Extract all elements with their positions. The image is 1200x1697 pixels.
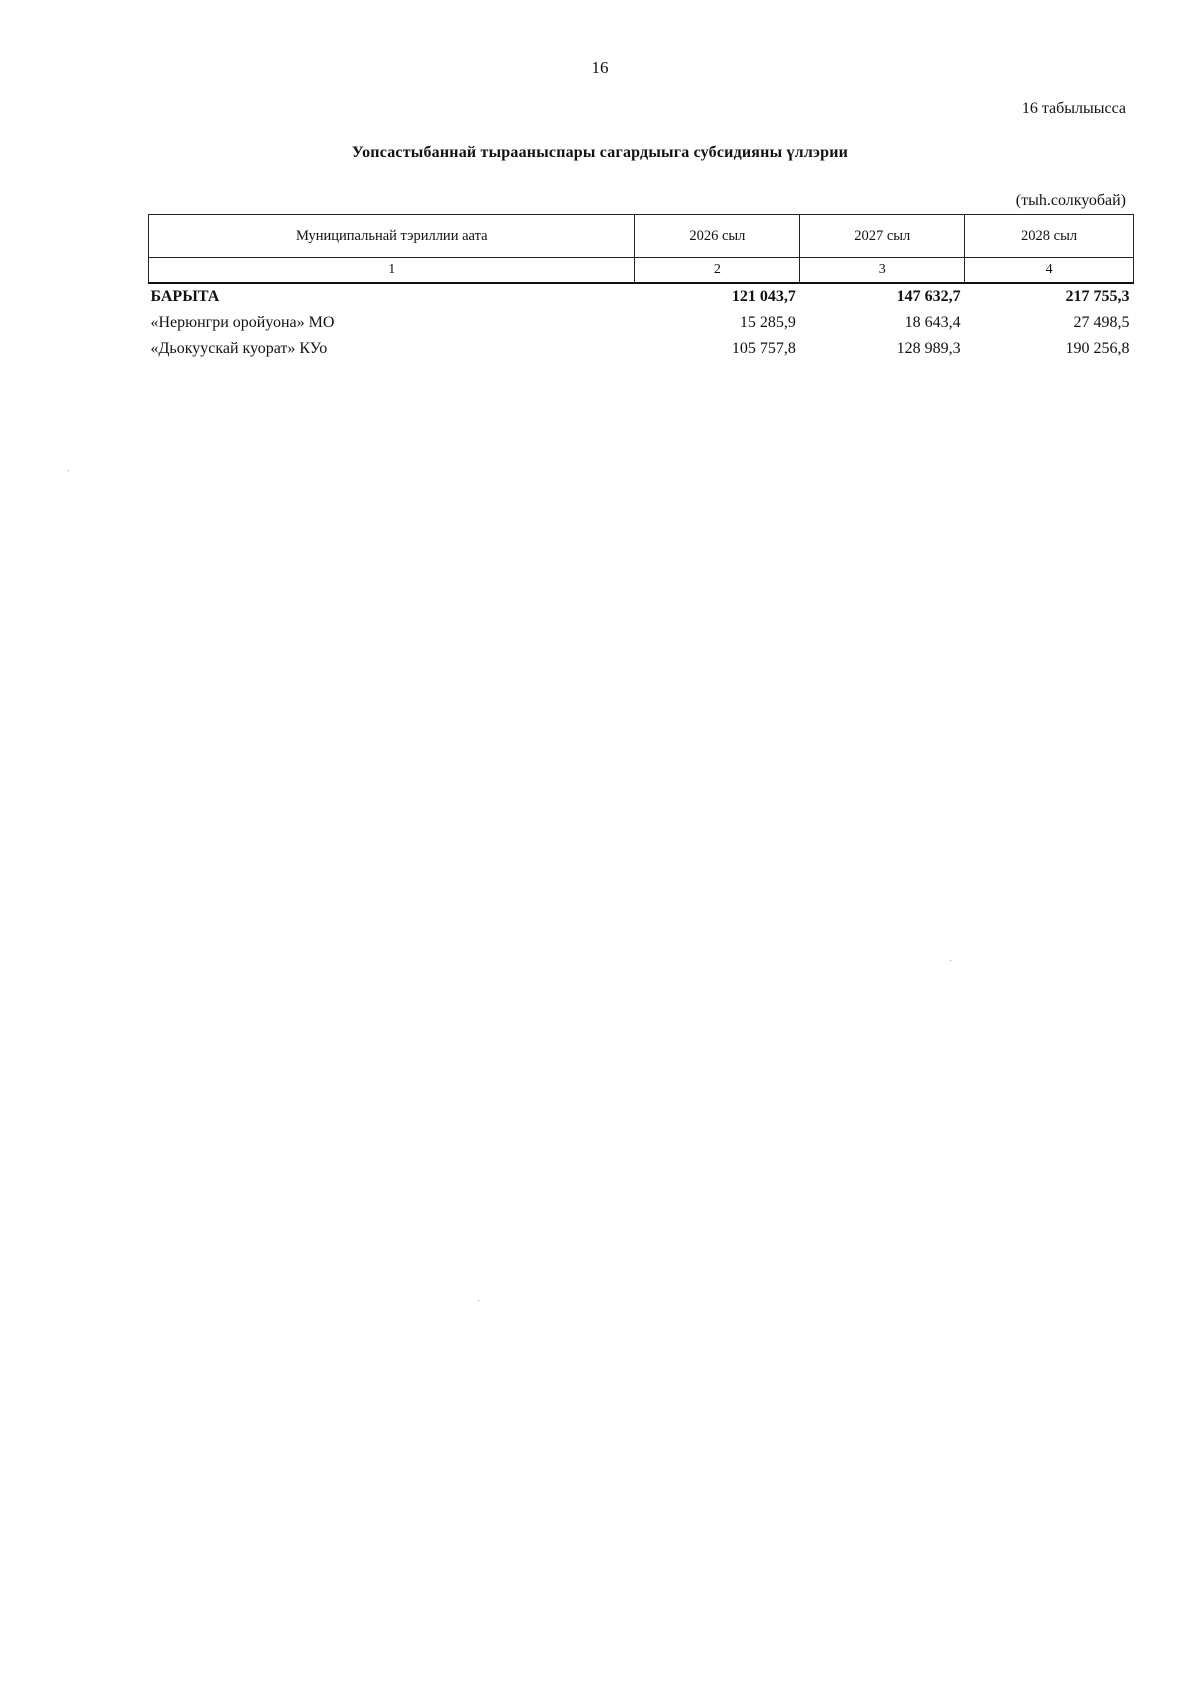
header-row [149,215,1134,258]
row-name: БАРЫТА [150,288,220,305]
row-value-2026: 121 043,7 [731,288,796,305]
column-number: 2 [635,258,800,284]
column-number: 4 [965,258,1134,284]
scan-speck [68,470,69,471]
scan-speck [478,1300,479,1301]
subsidy-table [148,214,1134,362]
appendix-label: 16 табылыысса [1021,100,1126,117]
row-value-2027: 18 643,4 [904,314,961,331]
table-row-total [149,283,1134,310]
table-row [149,310,1134,336]
row-value-2028: 190 256,8 [1065,340,1130,357]
column-number-row [149,258,1134,284]
scan-speck [950,960,951,961]
column-number: 3 [800,258,965,284]
page-number: 16 [591,58,609,77]
document-title: Уопсастыбаннай тырааныспары сагардыыга субсидияны үллэрии [351,144,849,161]
header-municipality: Муниципальнай тэриллии аата [149,215,635,258]
row-value-2028: 217 755,3 [1065,288,1130,305]
header-year-2026: 2026 сыл [635,215,800,258]
header-year-2027: 2027 сыл [800,215,965,258]
units-label: (тыһ.солкуобай) [1015,192,1126,209]
row-value-2027: 128 989,3 [896,340,961,357]
table-row [149,336,1134,362]
row-value-2028: 27 498,5 [1073,314,1130,331]
column-number: 1 [149,258,635,284]
row-value-2027: 147 632,7 [896,288,961,305]
row-name: «Дьокуускай куорат» КУо [150,340,328,357]
row-name: «Нерюнгри оройуона» МО [150,314,335,331]
row-value-2026: 15 285,9 [739,314,796,331]
header-year-2028: 2028 сыл [965,215,1134,258]
row-value-2026: 105 757,8 [731,340,796,357]
